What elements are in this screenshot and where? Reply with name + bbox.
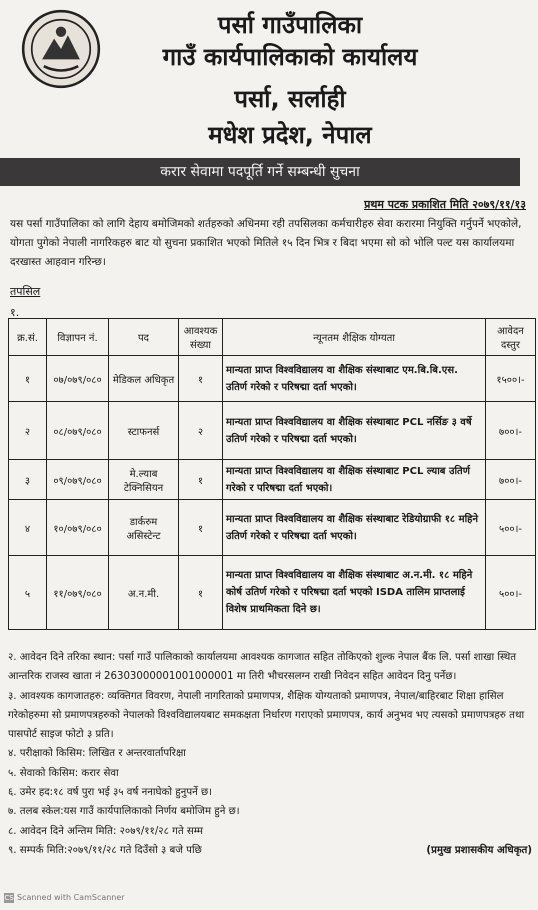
cell-fee: ७००।-: [486, 460, 536, 500]
section-number: १.: [10, 306, 20, 319]
scanner-watermark: [4, 893, 125, 903]
cell-fee: ७००।-: [486, 402, 536, 460]
col-header-sn: क्र.सं.: [9, 319, 47, 356]
cell-qualification: मान्यता प्राप्त विश्वविद्यालय वा शैक्षिक संस्थाबाट रेडियोग्राफी १८ महिने उतिर्ण गरेको र परिषद्मा दर्ता भएको।: [223, 500, 486, 556]
condition-item: ४. परीक्षाको किसिम: लिखित र अन्तरवार्तापरिक्षा: [8, 748, 186, 760]
condition-item: ७. तलब स्केल:यस गाउँ कार्यपालिकाको निर्णय बमोजिम हुने छ।: [8, 806, 240, 818]
schedule-label: तपसिल: [10, 285, 41, 298]
cell-post: मेडिकल अधिकृत: [109, 356, 179, 402]
condition-item: ६. उमेर हद:१८ वर्ष पुरा भई ३५ वर्ष ननाघेको हुनुपर्ने छ।: [8, 787, 212, 799]
signatory-title: (प्रमुख प्रशासकीय अधिकृत): [426, 844, 532, 856]
header-line-province: मधेश प्रदेश, नेपाल: [208, 121, 372, 149]
table-row: [9, 402, 536, 460]
col-header-count: आवश्यक संख्या: [179, 319, 223, 356]
camscanner-logo-icon: CS: [4, 894, 14, 902]
cell-post: स्टाफनर्स: [109, 402, 179, 460]
cell-sn: ५: [9, 556, 47, 630]
table-header-row: [9, 319, 536, 356]
cell-sn: ४: [9, 500, 47, 556]
col-header-ad-no: विज्ञापन नं.: [47, 319, 109, 356]
header-line-office: गाउँ कार्यपालिकाको कार्यालय: [162, 43, 418, 71]
cell-qualification: मान्यता प्राप्त विश्वविद्यालय वा शैक्षिक संस्थाबाट PCL ल्याब उतिर्ण गरेको र परिषद्मा दर्ता भएको।: [223, 460, 486, 500]
conditions-list: [8, 648, 532, 860]
cell-post: डार्करुम असिस्टेन्ट: [109, 500, 179, 556]
cell-ad-no: ०९/०७९/०८०: [47, 460, 109, 500]
notice-title-banner: करार सेवामा पदपूर्ति गर्ने सम्बन्धी सुचना: [0, 158, 520, 186]
contact-date: ९. सम्पर्क मिति:२०७९/११/२८ गते दिउँसो ३ बजे पछि: [8, 844, 202, 856]
cell-post: मे.ल्याब टेक्निसियन: [109, 460, 179, 500]
table-row: [9, 556, 536, 630]
cell-ad-no: ११/०७९/०८०: [47, 556, 109, 630]
col-header-fee: आवेदन दस्तुर: [486, 319, 536, 356]
cell-count: १: [179, 460, 223, 500]
condition-item: [8, 841, 532, 860]
table-row: [9, 356, 536, 402]
cell-qualification: मान्यता प्राप्त विश्वविद्यालय वा शैक्षिक संस्थाबाट PCL नर्सिङ ३ वर्षे उतिर्ण गरेको र परिषद्मा दर्ता भएको।: [223, 402, 486, 460]
cell-sn: १: [9, 356, 47, 402]
table-row: [9, 460, 536, 500]
cell-count: १: [179, 500, 223, 556]
condition-item: २. आवेदन दिने तरिका स्थान: पर्सा गाउँ पालिकाको कार्यालयमा आवश्यक कागजात सहित तोकिएको शुल्क नेपाल बैंक लि. पर्सा शाखा स्थित आन्तरिक राजस्व खाता नं 26303000001001000001 मा तिरी भौचरसलग्न राखी निवेदन सहित आवेदन दिनु पर्नेछ।: [8, 652, 517, 683]
header-line-location: पर्सा, सर्लाही: [234, 85, 346, 113]
cell-count: १: [179, 356, 223, 402]
cell-fee: ५००।-: [486, 556, 536, 630]
col-header-post: पद: [109, 319, 179, 356]
cell-qualification: मान्यता प्राप्त विश्वविद्यालय वा शैक्षिक संस्थाबाट अ.न.मी. १८ महिने कोर्ष उतिर्ण गरेको र परिषद्मा दर्ता भएको ISDA तालिम प्राप्तलाई विशेष प्राथमिकता दिने छ।: [223, 556, 486, 630]
condition-item: ८. आवेदन दिने अन्तिम मिति: २०७९/११/२८ गते सम्म: [8, 825, 203, 837]
cell-sn: ३: [9, 460, 47, 500]
vacancy-table: [8, 318, 536, 630]
cell-qualification: मान्यता प्राप्त विश्वविद्यालय वा शैक्षिक संस्थाबाट एम.बि.बि.एस. उतिर्ण गरेको र परिषद्मा दर्ता भएको।: [223, 356, 486, 402]
cell-count: २: [179, 402, 223, 460]
col-header-qualification: न्यूनतम शैक्षिक योग्यता: [223, 319, 486, 356]
intro-paragraph: यस पर्सा गाउँपालिका को लागि देहाय बमोजिमको शर्तहरुको अधिनमा रही तपसिलका कर्मचारीहरु सेवा करारमा नियुक्ति गर्नुपर्ने भएकोले, योगता पुगेको नेपाली नागरिकहरु बाट यो सुचना प्रकाशित भएको मितिले १५ दिन भित्र र बिदा भएमा सो को भोलि पल्ट यस कार्यालयमा दरखास्त आहवान गरिन्छ।: [10, 218, 522, 268]
cell-ad-no: ०८/०७९/०८०: [47, 402, 109, 460]
table-row: [9, 500, 536, 556]
cell-ad-no: १०/०७९/०८०: [47, 500, 109, 556]
published-date: प्रथम पटक प्रकाशित मिति २०७९/११/१३: [364, 198, 526, 211]
cell-fee: ५००।-: [486, 500, 536, 556]
condition-item: ३. आवश्यक कागजातहरु: व्यक्तिगत विवरण, नेपाली नागरिताको प्रमाणपत्र, शैक्षिक योग्यताको प्रमाणपत्र, नेपाल/बाहिरबाट शिक्षा हासिल गरेकोहरुमा सो प्रमाणपत्रहरुको नेपालको विश्वविद्यालयबाट समकक्षता निर्धारण गराएको प्रमाणपत्र, कार्य अनुभव भए त्यसको प्रमाणपत्रहरु तथा पासपोर्ट साइज फोटो ३ प्रति।: [8, 690, 525, 741]
cell-sn: २: [9, 402, 47, 460]
scanner-text: Scanned with CamScanner: [17, 893, 125, 902]
condition-item: ५. सेवाको किसिम: करार सेवा: [8, 767, 119, 779]
cell-count: १: [179, 556, 223, 630]
header-line-municipality: पर्सा गाउँपालिका: [217, 11, 363, 39]
cell-ad-no: ०७/०७९/०८०: [47, 356, 109, 402]
cell-post: अ.न.मी.: [109, 556, 179, 630]
cell-fee: १५००।-: [486, 356, 536, 402]
